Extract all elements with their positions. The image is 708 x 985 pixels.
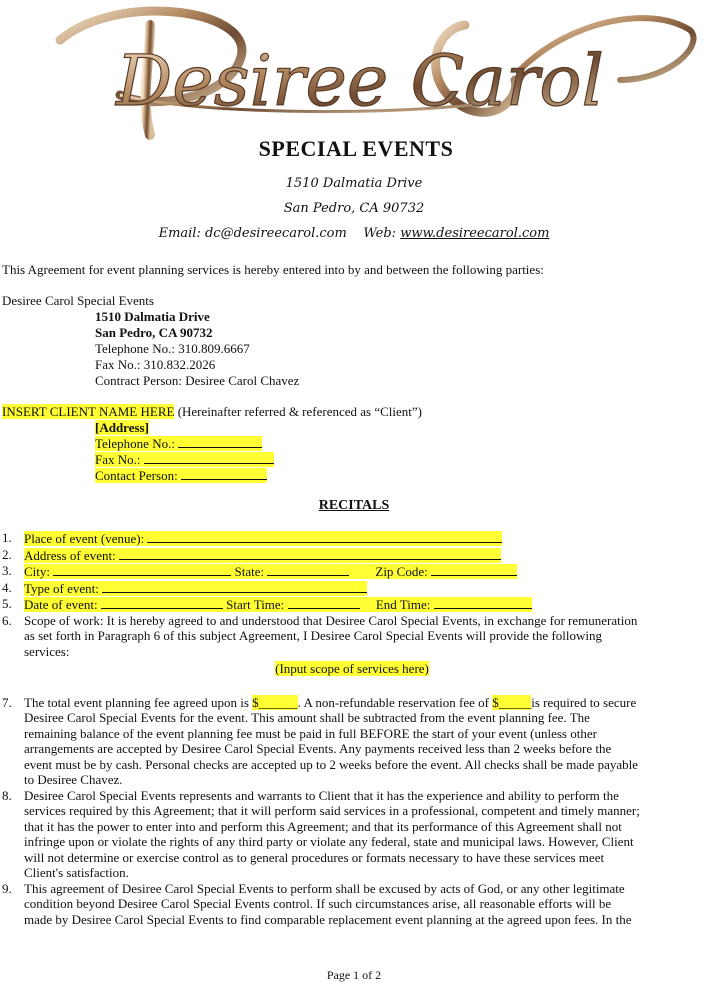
list-item-5[interactable]: 5. Date of event: Start Time: End Time:	[0, 596, 700, 613]
page-number: Page 1 of 2	[326, 968, 382, 982]
party1-telephone: Telephone No.: 310.809.6667	[95, 341, 250, 356]
client-fax-field[interactable]: Fax No.:	[95, 451, 274, 468]
intro-paragraph: This Agreement for event planning services is hereby entered into by and between the following parties:	[2, 262, 544, 277]
list-item-8: 8. Desiree Carol Special Events represents and warrants to Client that it has the experience and ability to perform the services required by this Agreement; that it will perform said services in a professional, competent and timely manner; that it has the power to enter into and perform this Agreement; and that its performance of this Agreement shall not infringe upon or violate the rights of any third party or violate any federal, state and municipal laws. However, Client will not determine or exercise control as to general procedures or formats necessary to have these services meet Client's satisfaction.	[2, 787, 640, 880]
header-contact-line	[0, 226, 708, 241]
client-line	[2, 404, 422, 420]
client-name-field[interactable]: INSERT CLIENT NAME HERE	[2, 404, 175, 419]
reservation-fee-field[interactable]: $_____	[492, 694, 532, 710]
header-web-label: Web:	[363, 226, 397, 241]
party1-contact: Contract Person: Desiree Carol Chavez	[95, 373, 300, 388]
logo-graphic	[0, 0, 708, 150]
client-contact-field[interactable]: Contact Person:	[95, 467, 267, 484]
recitals-heading: RECITALS	[318, 498, 390, 513]
client-telephone-field[interactable]: Telephone No.:	[95, 435, 262, 452]
header-web-link[interactable]: www.desireecarol.com	[400, 226, 550, 241]
party1-fax: Fax No.: 310.832.2026	[95, 357, 216, 372]
list-item-2[interactable]: 2. Address of event:	[0, 547, 700, 564]
list-item-3[interactable]: 3. City: State: Zip Code:	[0, 563, 700, 580]
header-address-line1: 1510 Dalmatia Drive	[285, 176, 423, 191]
recitals-list	[0, 530, 700, 927]
client-address-field[interactable]: [Address]	[95, 420, 149, 435]
scope-of-services-field[interactable]: (Input scope of services here)	[275, 661, 429, 676]
logo-text: Desiree Carol	[116, 40, 604, 122]
list-item-4[interactable]: 4. Type of event:	[0, 580, 700, 597]
company-subtitle: SPECIAL EVENTS	[258, 136, 454, 161]
total-fee-field[interactable]: $______	[252, 694, 298, 710]
client-referred-text: (Hereinafter referred & referenced as “Client”)	[174, 404, 422, 419]
list-item-9: 9. This agreement of Desiree Carol Special Events to perform shall be excused by acts of God, or any other legitimate condition beyond Desiree Carol Special Events control. If such circumstances arise, all reasonable efforts will be made by Desiree Carol Special Events to find comparable replacement event planning at the agreed upon fees. In the	[2, 880, 632, 927]
company-logo	[0, 0, 708, 150]
header-address-line2: San Pedro, CA 90732	[283, 201, 425, 216]
list-item-6: 6. Scope of work: It is hereby agreed to and understood that Desiree Carol Special Events, in exchange for remuneration as set forth in Paragraph 6 of this subject Agreement, I Desiree Carol Special Events will provide the following services: (Input scope of services here)	[2, 612, 638, 676]
party1-city: San Pedro, CA 90732	[95, 325, 213, 340]
party1-name: Desiree Carol Special Events	[2, 293, 154, 308]
party1-street: 1510 Dalmatia Drive	[95, 309, 210, 324]
list-item-1[interactable]: 1. Place of event (venue):	[0, 530, 700, 547]
header-email: Email: dc@desireecarol.com	[158, 226, 347, 241]
list-item-7: 7. The total event planning fee agreed upon is $______. A non-refundable reservation fee of $_____is required to secure Desiree Carol Special Events for the event. This amount shall be subtracted from the event planning fee. The remaining balance of the event planning fee must be paid in full BEFORE the start of your event (unless other arrangements are accepted by Desiree Carol Special Events. Any payments received less than 2 weeks before the event must be by cash. Personal checks are accepted up to 2 weeks before the event. All checks shall be made payable to Desiree Chavez.	[2, 694, 639, 787]
